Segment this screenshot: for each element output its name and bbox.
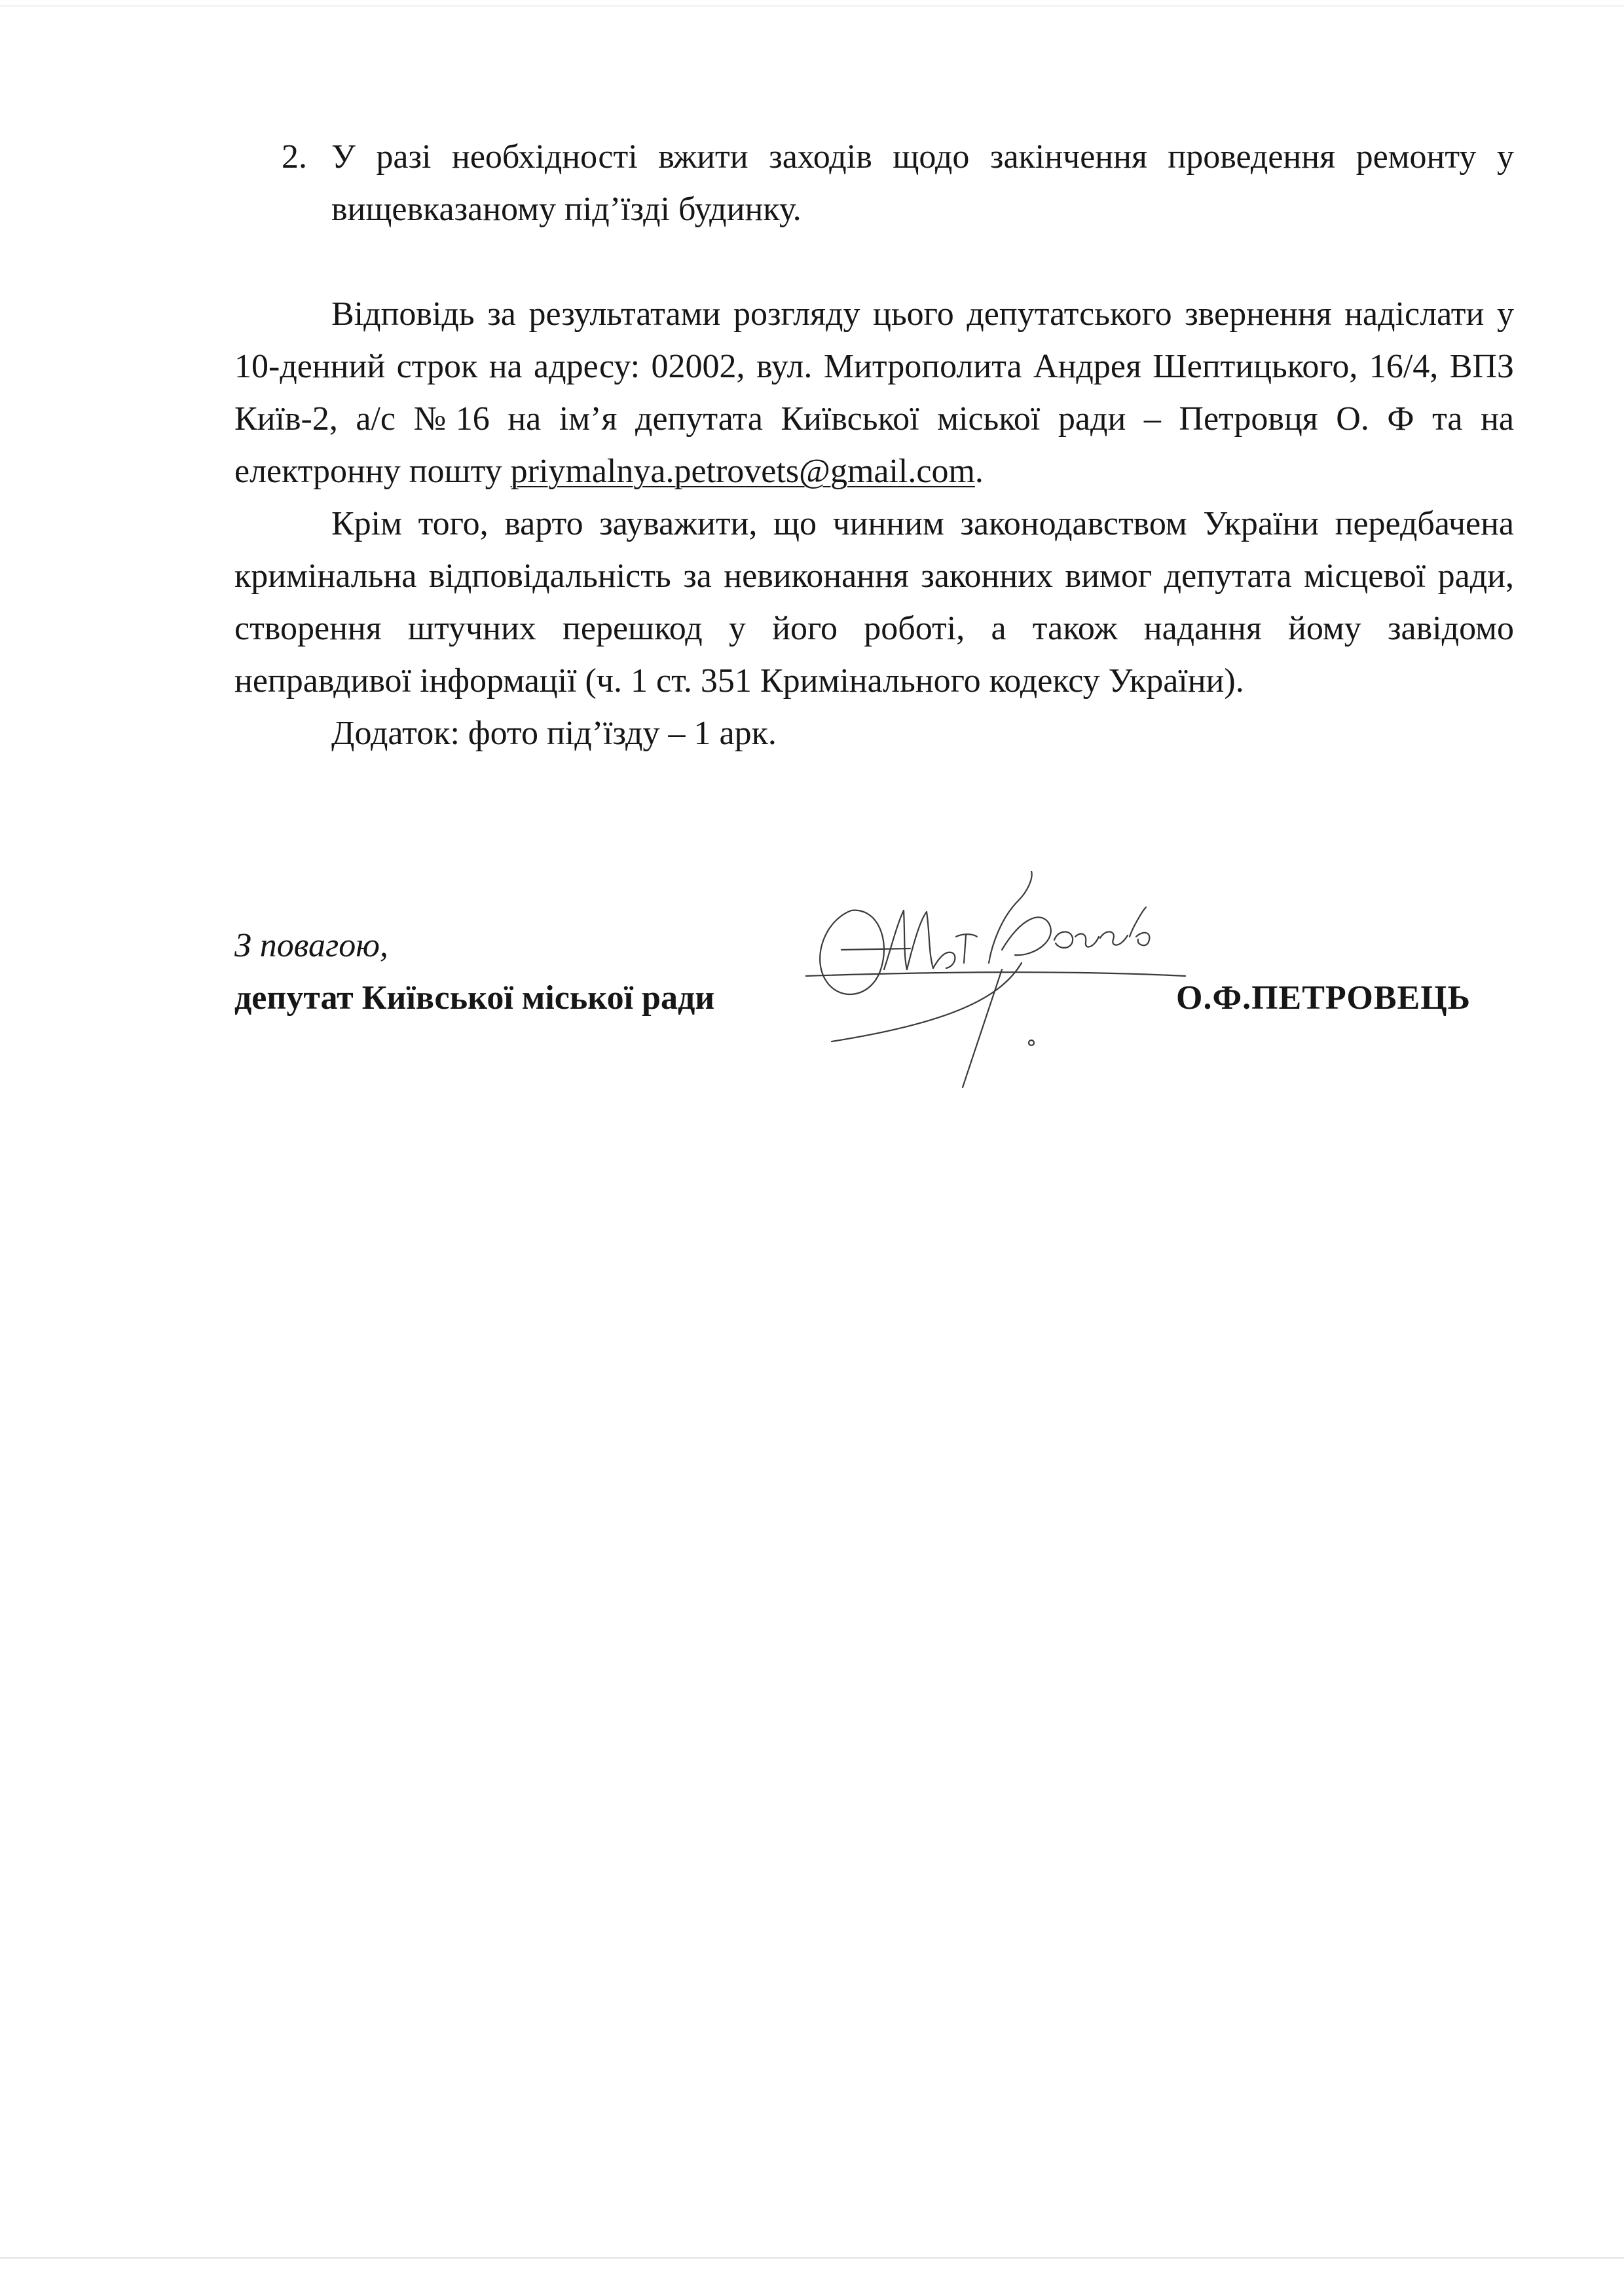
closing-greeting: З повагою, [234,927,388,964]
list-item-2 [234,131,1514,236]
handwritten-signature [805,871,1198,1094]
email-link[interactable]: priymalnya.petrovets@gmail.com [510,453,975,490]
closing-block [234,920,714,1024]
signer-name: О.Ф.ПЕТРОВЕЦЬ [1176,979,1471,1017]
scan-edge-top [0,5,1624,7]
response-paragraph [234,288,1514,498]
scan-edge-bottom [0,2257,1624,2259]
paragraph-gap [234,236,1514,288]
attachment-paragraph: Додаток: фото під’їзду – 1 арк. [331,715,777,752]
list-item-text: У разі необхідності вжити заходів щодо закінчення проведення ремонту у вищевказаному під’їзді будинку. [331,138,1514,228]
criminal-liability-paragraph: Крім того, варто зауважити, що чинним законодавством України передбачена кримінальна відповідальність за невиконання законних вимог депутата місцевої ради, створення штучних перешкод у його роботі, а також надання йому завідомо неправдивої інформації (ч. 1 ст. 351 Кримінального кодексу України). [234,505,1514,700]
list-item-number: 2. [282,138,307,176]
letter-body [234,131,1514,760]
signer-title: депутат Київської міської ради [234,979,715,1017]
response-end-punctuation: . [974,453,984,490]
response-text: Відповідь за результатами розгляду цього депутатського звернення надіслати у 10-денний строк на адресу: 02002, вул. Митрополита Андрея Шептицького, 16/4, ВПЗ Київ-2, а/с №16 на ім’я депутата Київської міської ради – Петровця О. Ф та на електронну пошту [234,295,1514,490]
